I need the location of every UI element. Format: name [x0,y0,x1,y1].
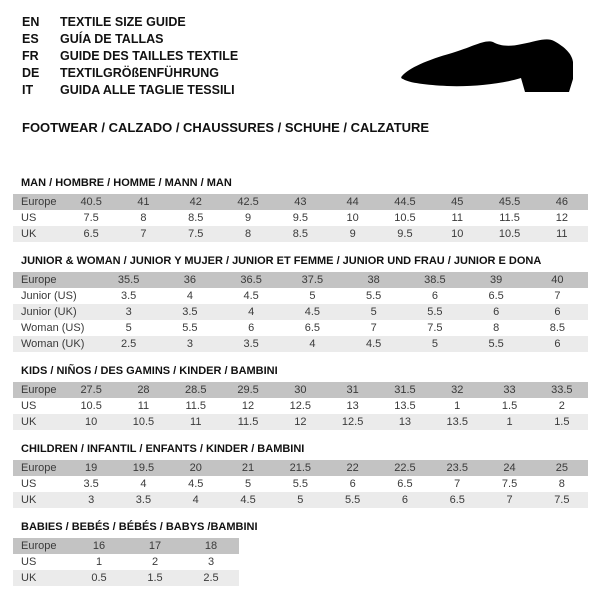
size-cell: 40.5 [80,196,102,208]
size-cell: 19 [85,462,98,474]
size-cell: 7 [140,228,147,240]
size-cell: 10.5 [132,416,155,428]
table-row [13,320,588,336]
size-table-section [13,521,588,586]
size-cell: 17 [148,540,162,552]
size-cell: 7.5 [188,228,204,240]
size-cell: 41 [137,196,150,208]
size-cell: 13 [346,400,359,412]
language-code: ES [22,32,39,46]
size-cell: 13 [398,416,412,428]
size-cell: 5.5 [182,322,198,334]
size-cell: 4 [309,338,316,350]
size-cell: 12 [241,400,255,412]
category-title: FOOTWEAR / CALZADO / CHAUSSURES / SCHUHE / CALZATURE [22,120,430,135]
size-cell: 5.5 [344,494,361,506]
size-cell: 32 [451,384,464,396]
size-cell: 4.5 [243,290,259,302]
size-cell: 40 [551,274,564,286]
row-label: UK [21,572,37,584]
size-cell: 5 [431,338,438,350]
size-cell: 1.5 [501,400,518,412]
size-cell: 30 [294,384,307,396]
size-cell: 4.5 [365,338,382,350]
size-cell: 6.5 [397,478,413,490]
table-header-row [13,538,239,554]
size-cell: 16 [92,540,106,552]
language-title: TEXTILGRÖßENFÜHRUNG [60,66,220,80]
size-cell: 9 [244,212,252,224]
size-cell: 1.5 [147,572,163,584]
size-cell: 7.5 [554,494,570,506]
size-cell: 12.5 [289,400,312,412]
size-cell: 6 [554,306,561,318]
size-cell: 7.5 [83,212,99,224]
size-cell: 2.5 [203,572,219,584]
size-cell: 12 [555,212,568,224]
table-row [13,570,239,586]
row-label: Europe [21,462,57,474]
size-cell: 33.5 [551,384,573,396]
size-cell: 11.5 [185,400,207,412]
section-title: CHILDREN / INFANTIL / ENFANTS / KINDER / BAMBINI [21,443,305,455]
size-cell: 6.5 [488,290,504,302]
table-row [13,492,588,508]
size-cell: 36.5 [240,274,262,286]
size-cell: 36 [183,274,196,286]
language-title: GUIDA ALLE TAGLIE TESSILI [60,83,235,97]
size-table-section [13,443,588,508]
size-cell: 11.5 [499,212,520,224]
size-cell: 1.5 [554,416,570,428]
table-row [13,288,588,304]
size-cell: 3.5 [120,290,137,302]
size-cell: 11 [137,400,150,412]
size-cell: 9 [349,228,356,240]
size-cell: 13.5 [394,400,416,412]
size-cell: 6 [431,290,438,302]
size-cell: 13.5 [446,416,468,428]
size-table [13,460,588,508]
size-cell: 23.5 [446,462,468,474]
size-cell: 10.5 [498,228,521,240]
size-cell: 20 [189,462,202,474]
size-cell: 10.5 [80,400,102,412]
language-code: IT [22,83,34,97]
size-cell: 3 [125,306,132,318]
table-row [13,554,239,570]
row-label: Europe [21,540,57,552]
size-cell: 5.5 [488,338,504,350]
size-cell: 7 [454,478,461,490]
size-cell: 19.5 [132,462,155,474]
language-title: GUÍA DE TALLAS [60,32,164,46]
size-cell: 11.5 [237,416,259,428]
size-cell: 28 [137,384,150,396]
row-label: Junior (US) [21,290,77,302]
size-cell: 39 [490,274,503,286]
size-cell: 10 [346,212,359,224]
size-cell: 42.5 [237,196,259,208]
shoe-icon [397,34,579,96]
size-cell: 21 [241,462,255,474]
size-cell: 45.5 [498,196,521,208]
size-cell: 7 [370,322,377,334]
size-cell: 42 [189,196,202,208]
size-cell: 6 [349,478,356,490]
table-row [13,414,588,430]
language-code: FR [22,49,39,63]
row-label: US [21,478,37,490]
size-cell: 38 [367,274,380,286]
size-cell: 6.5 [449,494,465,506]
size-cell: 8 [244,228,252,240]
size-cell: 3 [186,338,193,350]
size-cell: 5.5 [292,478,308,490]
row-label: Europe [21,384,57,396]
size-cell: 5.5 [427,306,443,318]
size-cell: 3 [207,556,215,568]
size-cell: 44 [346,196,359,208]
size-cell: 43 [294,196,307,208]
size-cell: 4 [248,306,255,318]
row-label: UK [21,494,37,506]
size-cell: 12 [294,416,307,428]
size-cell: 8.5 [188,212,204,224]
size-cell: 4 [186,290,193,302]
table-header-row [13,272,588,288]
size-table-section [13,177,588,242]
table-header-row [13,460,588,476]
size-cell: 1 [454,400,461,412]
size-cell: 7 [554,290,561,302]
size-cell: 11 [190,416,202,428]
size-cell: 4.5 [188,478,204,490]
size-table-section [13,255,588,352]
size-cell: 9.5 [292,212,308,224]
size-table [13,382,588,430]
size-cell: 6.5 [83,228,99,240]
size-cell: 1 [95,556,103,568]
size-cell: 5 [297,494,304,506]
size-cell: 5 [370,306,377,318]
size-cell: 3.5 [182,306,198,318]
size-cell: 3.5 [83,478,99,490]
size-cell: 10.5 [394,212,416,224]
section-title: BABIES / BEBÉS / BÉBÉS / BABYS /BAMBINI [21,521,258,533]
size-table [13,272,588,352]
size-cell: 31 [346,384,359,396]
size-table [13,538,239,586]
size-cell: 5 [309,290,316,302]
row-label: Woman (UK) [21,338,85,350]
size-cell: 8.5 [292,228,308,240]
size-cell: 8 [558,478,565,490]
size-cell: 0.5 [91,572,107,584]
table-row [13,336,588,352]
section-title: JUNIOR & WOMAN / JUNIOR Y MUJER / JUNIOR ET FEMME / JUNIOR UND FRAU / JUNIOR E DONA [21,255,542,267]
row-label: Europe [21,196,57,208]
row-label: US [21,212,37,224]
size-cell: 10 [85,416,98,428]
row-label: UK [21,416,37,428]
size-cell: 4 [192,494,199,506]
section-title: MAN / HOMBRE / HOMME / MANN / MAN [21,177,232,189]
table-row [13,398,588,414]
language-title: GUIDE DES TAILLES TEXTILE [60,49,239,63]
size-cell: 4.5 [304,306,321,318]
row-label: US [21,556,37,568]
size-tables [0,177,600,586]
size-cell: 2.5 [120,338,137,350]
section-title: KIDS / NIÑOS / DES GAMINS / KINDER / BAMBINI [21,365,278,377]
size-cell: 6 [248,322,255,334]
size-cell: 6.5 [304,322,321,334]
size-cell: 7.5 [501,478,518,490]
size-cell: 29.5 [237,384,259,396]
size-cell: 5 [125,322,132,334]
row-label: Junior (UK) [21,306,77,318]
row-label: Woman (US) [21,322,85,334]
dress-shoe-silhouette [397,34,579,96]
size-cell: 1 [506,416,513,428]
size-table-section [13,365,588,430]
size-cell: 2 [151,556,159,568]
table-header-row [13,194,588,210]
table-header-row [13,382,588,398]
row-label: US [21,400,37,412]
size-cell: 2 [558,400,565,412]
size-cell: 24 [503,462,516,474]
table-row [13,304,588,320]
size-cell: 8.5 [549,322,566,334]
size-cell: 5.5 [365,290,382,302]
row-label: UK [21,228,37,240]
size-cell: 21.5 [289,462,312,474]
table-row [13,226,588,242]
size-cell: 3.5 [243,338,259,350]
size-cell: 27.5 [80,384,102,396]
language-code: EN [22,15,40,29]
size-cell: 31.5 [394,384,416,396]
size-cell: 8 [493,322,500,334]
size-cell: 18 [204,540,218,552]
language-row [22,14,600,31]
size-cell: 3.5 [135,494,152,506]
language-code: DE [22,66,40,80]
size-cell: 3 [88,494,95,506]
size-cell: 35.5 [117,274,140,286]
size-table [13,194,588,242]
size-cell: 8 [140,212,147,224]
size-cell: 33 [503,384,516,396]
size-cell: 10 [451,228,464,240]
size-cell: 4.5 [240,494,256,506]
size-cell: 7 [506,494,513,506]
size-cell: 28.5 [185,384,207,396]
size-cell: 9.5 [397,228,413,240]
size-cell: 46 [555,196,568,208]
size-cell: 11 [451,212,463,224]
size-cell: 5 [244,478,252,490]
size-cell: 4 [140,478,147,490]
size-cell: 6 [401,494,408,506]
size-cell: 6 [493,306,500,318]
size-cell: 38.5 [424,274,446,286]
size-cell: 6 [554,338,561,350]
size-cell: 12.5 [341,416,364,428]
size-cell: 11 [556,228,568,240]
table-row [13,210,588,226]
size-cell: 22 [346,462,359,474]
size-cell: 25 [555,462,568,474]
table-row [13,476,588,492]
size-cell: 44.5 [394,196,416,208]
size-cell: 37.5 [301,274,324,286]
size-cell: 45 [451,196,464,208]
language-title: TEXTILE SIZE GUIDE [60,15,186,29]
size-cell: 7.5 [427,322,443,334]
row-label: Europe [21,274,57,286]
size-cell: 22.5 [394,462,416,474]
